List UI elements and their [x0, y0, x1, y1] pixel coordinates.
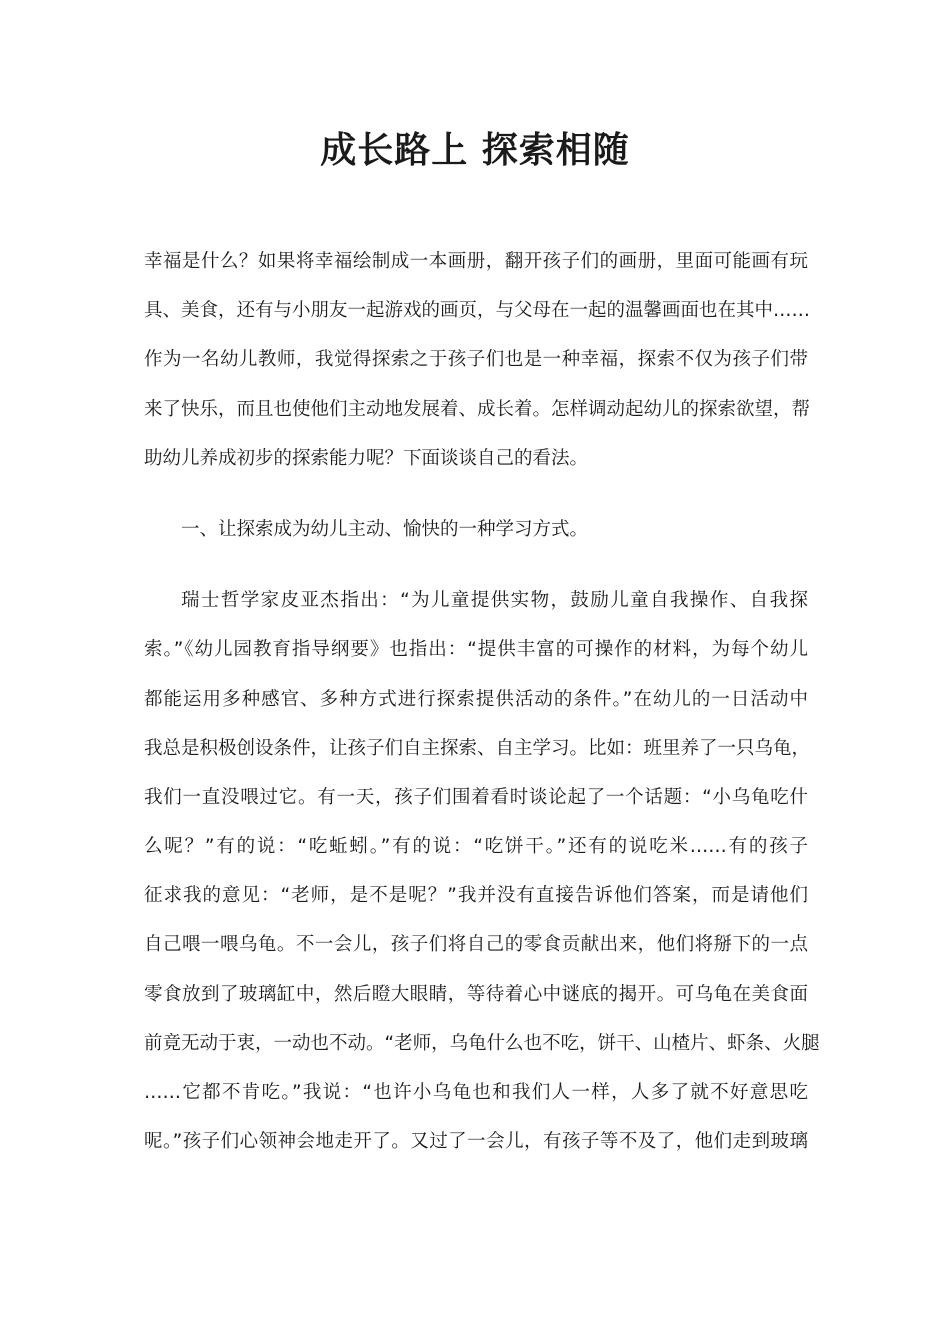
text-line: 零食放到了玻璃缸中，然后瞪大眼睛，等待着心中谜底的揭开。可乌龟在美食面: [144, 983, 808, 1005]
paragraph-intro: [144, 237, 811, 483]
text-line: 么呢？”有的说：“吃蚯蚓。”有的说：“吃饼干。”还有的说吃米……有的孩子: [144, 836, 808, 858]
document-title: 成长路上 探索相随: [320, 130, 630, 171]
text-line: 幸福是什么？如果将幸福绘制成一本画册，翻开孩子们的画册，里面可能画有玩: [144, 251, 808, 272]
text-line: 自己喂一喂乌龟。不一会儿，孩子们将自己的零食贡献出来，他们将掰下的一点: [144, 934, 808, 956]
text-line: 来了快乐，而且也使他们主动地发展着、成长着。怎样调动起幼儿的探索欲望，帮: [144, 398, 811, 420]
text-line: 征求我的意见：“老师，是不是呢？”我并没有直接告诉他们答案，而是请他们: [144, 885, 808, 907]
text-line: 我们一直没喂过它。有一天，孩子们围着看时谈论起了一个话题：“小乌龟吃什: [144, 786, 808, 808]
section-heading: 一、让探索成为幼儿主动、愉快的一种学习方式。: [181, 518, 589, 540]
paragraph-section-one: [144, 576, 820, 1166]
text-line: 我总是积极创设条件，让孩子们自主探索、自主学习。比如：班里养了一只乌龟，: [144, 737, 811, 759]
paragraph-gap: [144, 554, 808, 576]
text-line: 瑞士哲学家皮亚杰指出：“为儿童提供实物，鼓励儿童自我操作、自我探: [181, 590, 808, 612]
text-line: ……它都不肯吃。”我说：“也许小乌龟也和我们人一样，人多了就不好意思吃: [144, 1082, 808, 1103]
text-line: 前竟无动于衷，一动也不动。“老师，乌龟什么也不吃，饼干、山楂片、虾条、火腿: [144, 1032, 820, 1054]
paragraph-gap: [144, 483, 808, 505]
document-body: [144, 237, 820, 1166]
text-line: 索。”《幼儿园教育指导纲要》也指出：“提供丰富的可操作的材料，为每个幼儿: [144, 639, 808, 661]
text-line: 作为一名幼儿教师，我觉得探索之于孩子们也是一种幸福，探索不仅为孩子们带: [144, 349, 808, 371]
text-line: 具、美食，还有与小朋友一起游戏的画页，与父母在一起的温馨画面也在其中……: [144, 300, 811, 322]
text-line: 都能运用多种感官、多种方式进行探索提供活动的条件。”在幼儿的一日活动中: [144, 688, 808, 710]
text-line: 助幼儿养成初步的探索能力呢？下面谈谈自己的看法。: [144, 447, 589, 469]
text-line: 呢。”孩子们心领神会地走开了。又过了一会儿，有孩子等不及了，他们走到玻璃: [144, 1131, 808, 1153]
